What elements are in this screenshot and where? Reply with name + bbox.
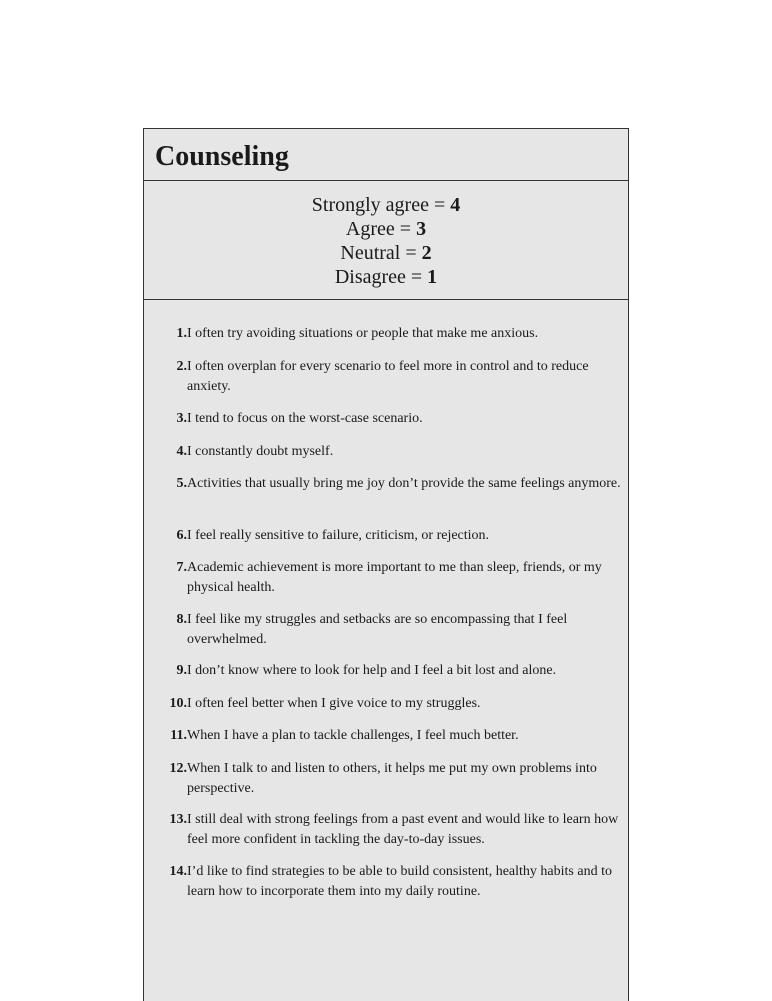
scale-agree bbox=[144, 217, 628, 241]
question-number: 7. bbox=[176, 560, 187, 575]
scale-label: Agree = bbox=[345, 218, 417, 240]
question-text: I often feel better when I give voice to my struggles. bbox=[187, 696, 481, 711]
scale-label: Strongly agree = bbox=[311, 194, 451, 216]
scale-value: 2 bbox=[421, 242, 432, 264]
scale-value: 1 bbox=[427, 266, 438, 288]
scale-value: 4 bbox=[450, 194, 461, 216]
question-text: I often overplan for every scenario to feel more in control and to reduce anxiety. bbox=[187, 359, 589, 394]
scale-strongly-agree bbox=[144, 193, 628, 217]
question-text: Academic achievement is more important to me than sleep, friends, or my physical health. bbox=[187, 560, 602, 595]
question-number: 2. bbox=[176, 359, 187, 374]
scale-value: 3 bbox=[416, 218, 427, 240]
question-number: 1. bbox=[176, 326, 187, 341]
question-text: When I have a plan to tackle challenges, I feel much better. bbox=[187, 728, 519, 743]
question-text: I don’t know where to look for help and I feel a bit lost and alone. bbox=[187, 663, 557, 678]
scale-label: Disagree = bbox=[334, 266, 428, 288]
scale-neutral bbox=[144, 241, 628, 265]
question-number: 13. bbox=[169, 812, 187, 827]
scale-label: Neutral = bbox=[340, 242, 422, 264]
question-number: 10. bbox=[169, 696, 187, 711]
question-text: Activities that usually bring me joy don’t provide the same feelings anymore. bbox=[187, 476, 621, 491]
question-number: 14. bbox=[169, 864, 187, 879]
question-number: 6. bbox=[176, 528, 187, 543]
question-number: 9. bbox=[176, 663, 187, 678]
question-text: I feel like my struggles and setbacks are so encompassing that I feel overwhelmed. bbox=[187, 612, 568, 647]
scale-disagree bbox=[144, 265, 628, 289]
question-text: I still deal with strong feelings from a past event and would like to learn how feel more confident in tackling the day-to-day issues. bbox=[187, 812, 619, 847]
page-title: Counseling bbox=[155, 141, 289, 172]
question-number: 3. bbox=[176, 411, 187, 426]
question-text: I constantly doubt myself. bbox=[187, 444, 334, 459]
question-text: I’d like to find strategies to be able to build consistent, healthy habits and to learn how to incorporate them into my daily routine. bbox=[187, 864, 612, 899]
question-number: 8. bbox=[176, 612, 187, 627]
question-text: When I talk to and listen to others, it helps me put my own problems into perspective. bbox=[187, 761, 597, 796]
question-number: 12. bbox=[169, 761, 187, 776]
counseling-panel bbox=[143, 128, 629, 1001]
question-text: I often try avoiding situations or people that make me anxious. bbox=[187, 326, 539, 341]
question-text: I tend to focus on the worst-case scenario. bbox=[187, 411, 423, 426]
title-row bbox=[144, 129, 628, 181]
rating-scale bbox=[144, 181, 628, 300]
question-number: 11. bbox=[170, 728, 187, 743]
question-number: 4. bbox=[176, 444, 187, 459]
question-text: I feel really sensitive to failure, criticism, or rejection. bbox=[187, 528, 490, 543]
question-number: 5. bbox=[176, 476, 187, 491]
